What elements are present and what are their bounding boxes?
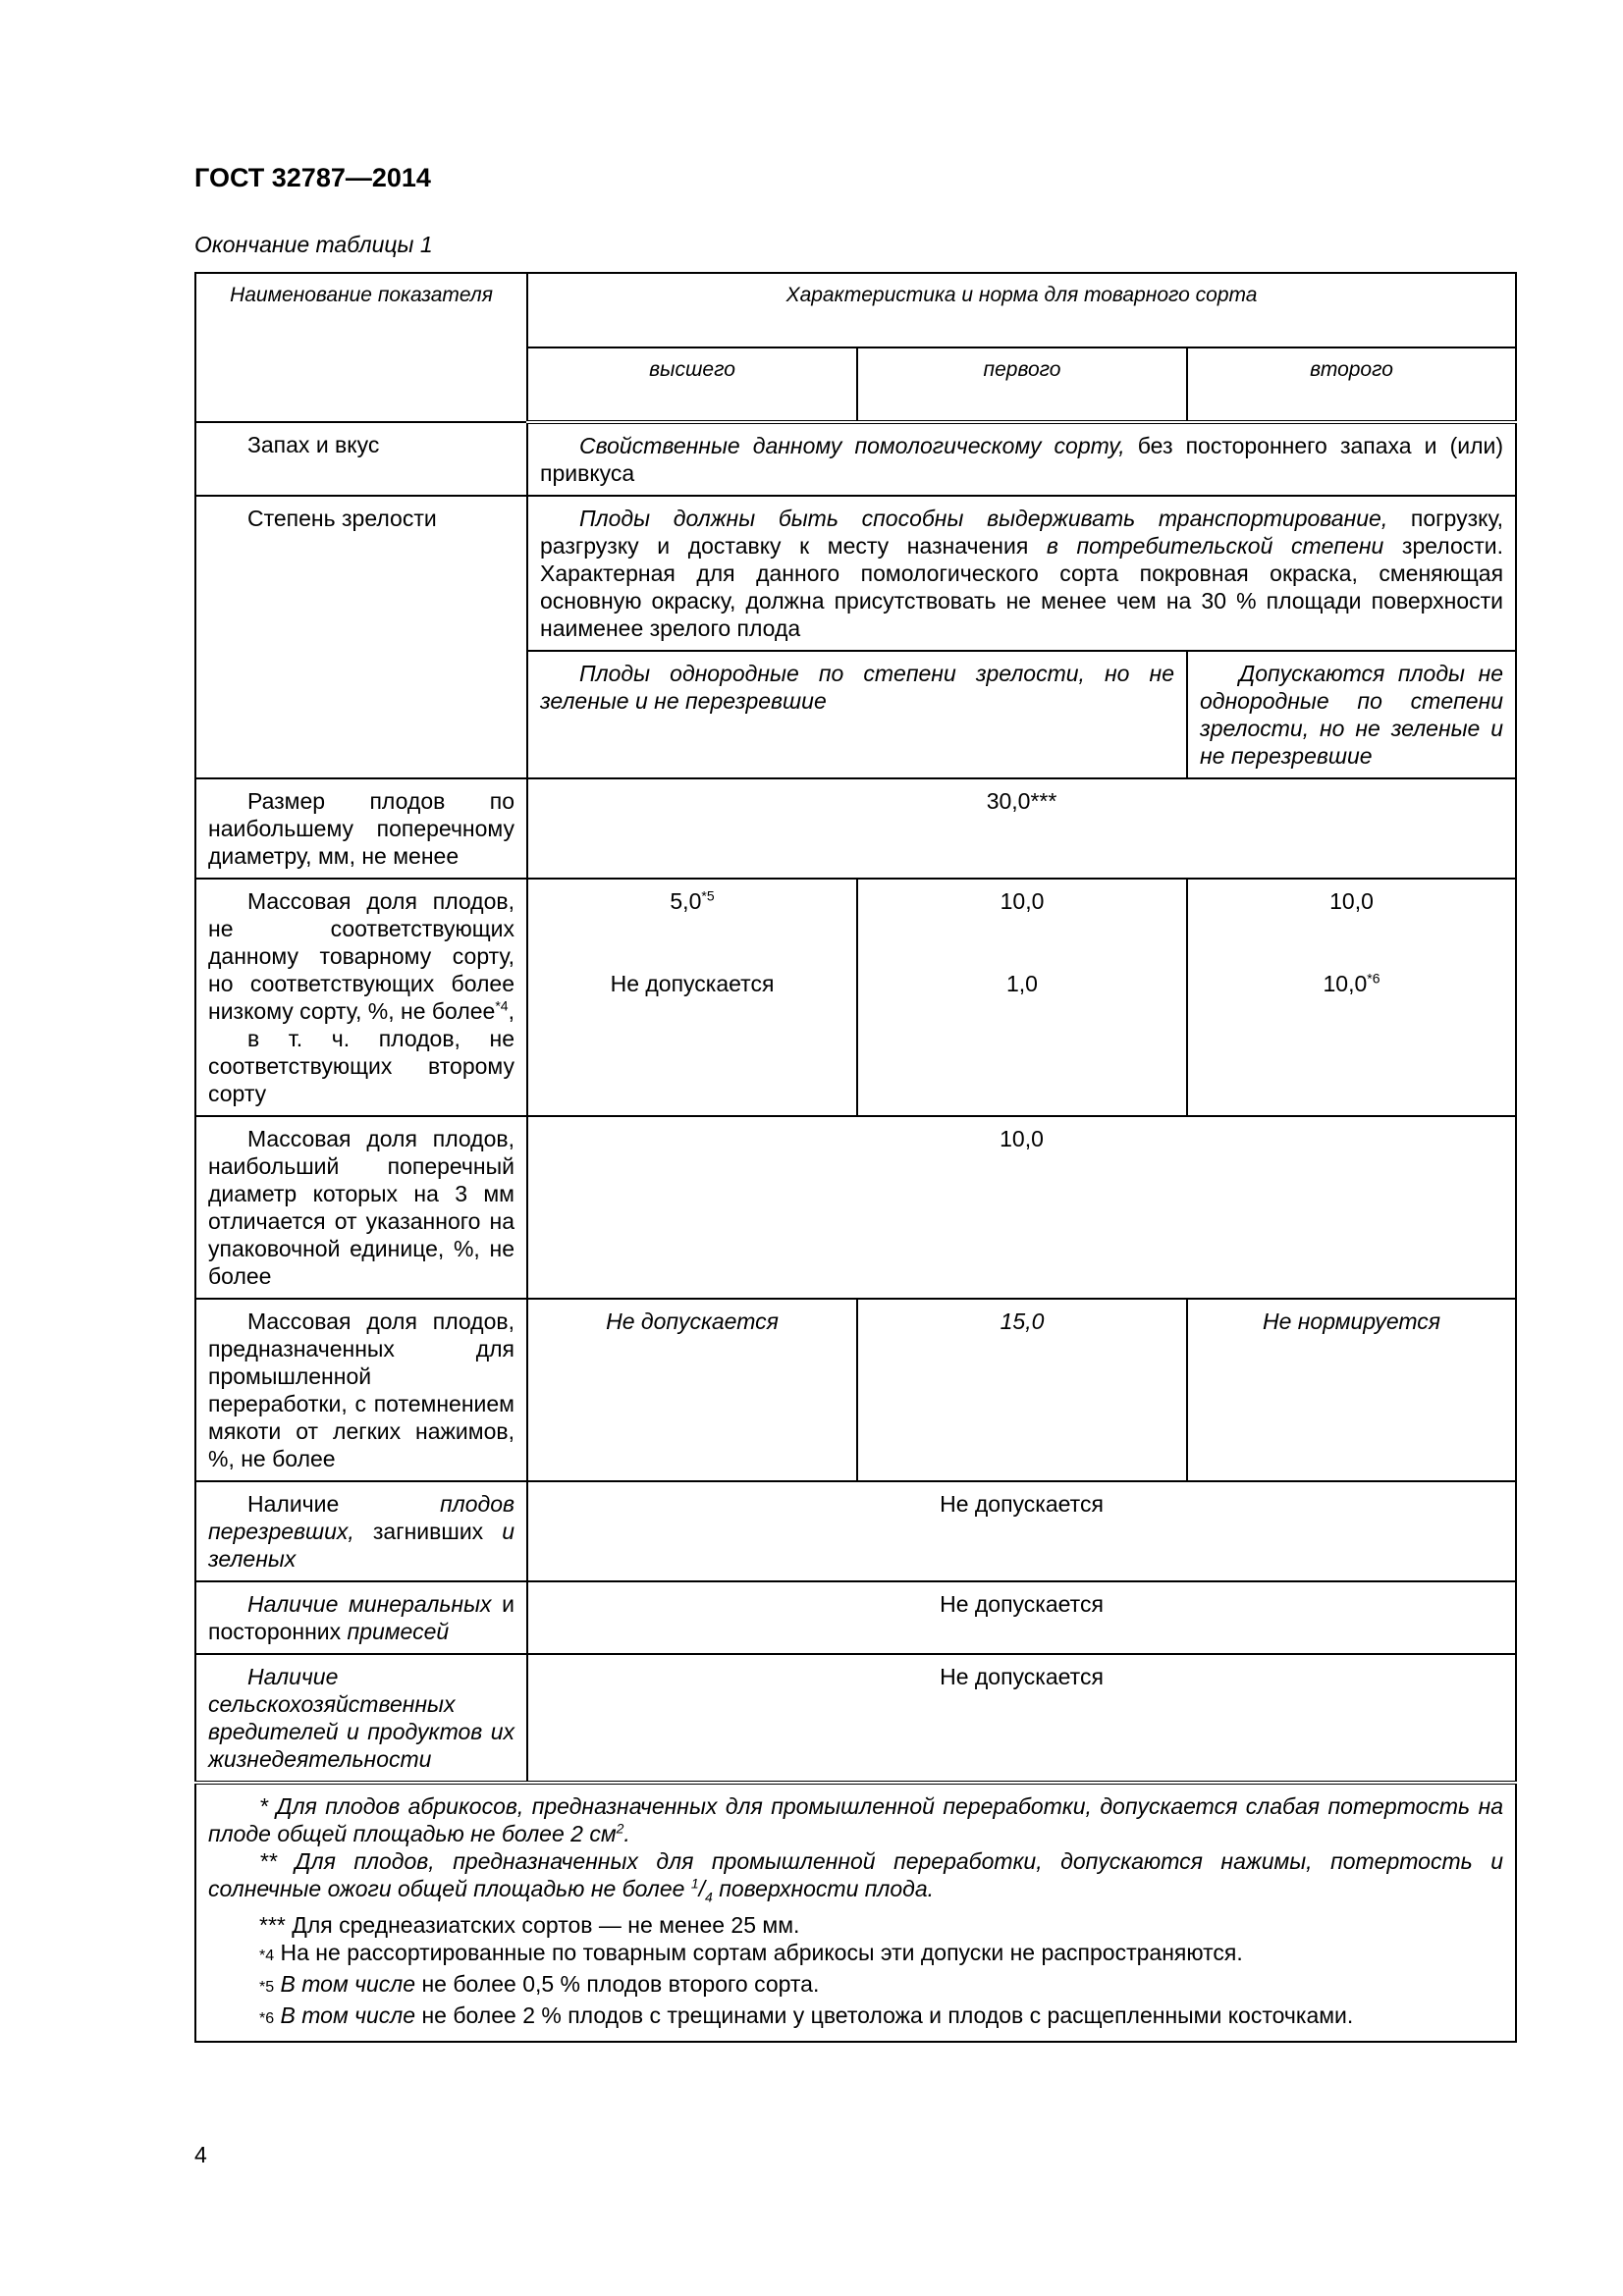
row-value-mass-share-top: 5,0$^{*5}$ Не допускается <box>527 879 857 1116</box>
row-value-mass-share-second: 10,0 10,0$^{*6}$ <box>1187 879 1516 1116</box>
column-header-group: Характеристика и норма для товарного сорта <box>527 273 1516 347</box>
row-name-overripe: Наличие плодов перезревших, загнивших и зеленых <box>195 1481 527 1581</box>
row-name-pests: Наличие сельскохозяйственных вредителей и продуктов их жизнедеятельности <box>195 1654 527 1783</box>
table-row <box>195 1481 1516 1581</box>
table-row <box>195 422 1516 496</box>
row-value-smell: Свойственные данному помологическому сорту, без постороннего запаха и (или) привкуса <box>527 422 1516 496</box>
column-header-first-grade: первого <box>857 347 1187 422</box>
row-name-mass-share: Массовая доля плодов, не соответствующих данному товарному сорту, но соответствующих более низкому сорту, %, не более$^{*4}$, в т. ч. плодов, не соответствующих второму сорту <box>195 879 527 1116</box>
table-caption: Окончание таблицы 1 <box>194 232 433 257</box>
row-value-size: 30,0*** <box>527 778 1516 879</box>
row-value-processing-first: 15,0 <box>857 1299 1187 1481</box>
footnote-2: ** Для плодов, предназначенных для промышленной переработки, допускаются нажимы, потертость и солнечные ожоги общей площадью не более $^1/_4$ поверхности плода. <box>208 1848 1504 1905</box>
requirements-table <box>194 272 1517 2043</box>
row-name-ripeness: Степень зрелости <box>195 496 527 778</box>
row-name-smell: Запах и вкус <box>195 422 527 496</box>
row-value-diameter: 10,0 <box>527 1116 1516 1299</box>
row-value-processing-top: Не допускается <box>527 1299 857 1481</box>
row-value-pests: Не допускается <box>527 1654 1516 1783</box>
row-name-mineral: Наличие минеральных и посторонних примесей <box>195 1581 527 1654</box>
row-value-processing-second: Не нормируется <box>1187 1299 1516 1481</box>
row-value-ripeness-second: Допускаются плоды не однородные по степени зрелости, но не зеленые и не перезревшие <box>1187 651 1516 778</box>
footnote-6: *6 В том числе не более 2 % плодов с трещинами у цветоложа и плодов с расщепленными косточками. <box>259 2002 1354 2028</box>
document-code: ГОСТ 32787—2014 <box>194 163 431 192</box>
table-row <box>195 1581 1516 1654</box>
row-name-size: Размер плодов по наибольшему поперечному диаметру, мм, не менее <box>195 778 527 879</box>
row-name-processing: Массовая доля плодов, предназначенных для промышленной переработки, с потемнением мякоти от легких нажимов, %, не более <box>195 1299 527 1481</box>
table-row <box>195 1299 1516 1481</box>
page-number: 4 <box>194 2142 207 2167</box>
row-value-ripeness-top-first: Плоды однородные по степени зрелости, но не зеленые и не перезревшие <box>527 651 1187 778</box>
footnote-4: *4 На не рассортированные по товарным сортам абрикосы эти допуски не распространяются. <box>259 1939 1243 1965</box>
row-value-ripeness-general: Плоды должны быть способны выдерживать транспортирование, погрузку, разгрузку и доставку к месту назначения в потребительской степени зрелости. Характерная для данного помологического сорта покровная окраска, сменяющая основную окраску, должна присутствовать не менее чем на 30 % площади поверхности наименее зрелого плода <box>527 496 1516 651</box>
footnotes <box>195 1783 1516 2042</box>
table-row <box>195 1654 1516 1783</box>
row-value-overripe: Не допускается <box>527 1481 1516 1581</box>
table-row <box>195 879 1516 1116</box>
table-row <box>195 778 1516 879</box>
column-header-top-grade: высшего <box>527 347 857 422</box>
row-value-mineral: Не допускается <box>527 1581 1516 1654</box>
table-row <box>195 496 1516 651</box>
footnote-3: *** Для среднеазиатских сортов — не менее 25 мм. <box>259 1911 800 1938</box>
footnote-1: * Для плодов абрикосов, предназначенных для промышленной переработки, допускается слабая потертость на плоде общей площадью не более 2 $см^2$. <box>208 1793 1504 1846</box>
row-value-mass-share-first: 10,0 1,0 <box>857 879 1187 1116</box>
column-header-name: Наименование показателя <box>195 273 527 422</box>
row-name-diameter: Массовая доля плодов, наибольший поперечный диаметр которых на 3 мм отличается от указанного на упаковочной единице, %, не более <box>195 1116 527 1299</box>
footnotes-row <box>195 1783 1516 2042</box>
footnote-5: *5 В том числе не более 0,5 % плодов второго сорта. <box>259 1970 820 1997</box>
table-row <box>195 1116 1516 1299</box>
column-header-second-grade: второго <box>1187 347 1516 422</box>
